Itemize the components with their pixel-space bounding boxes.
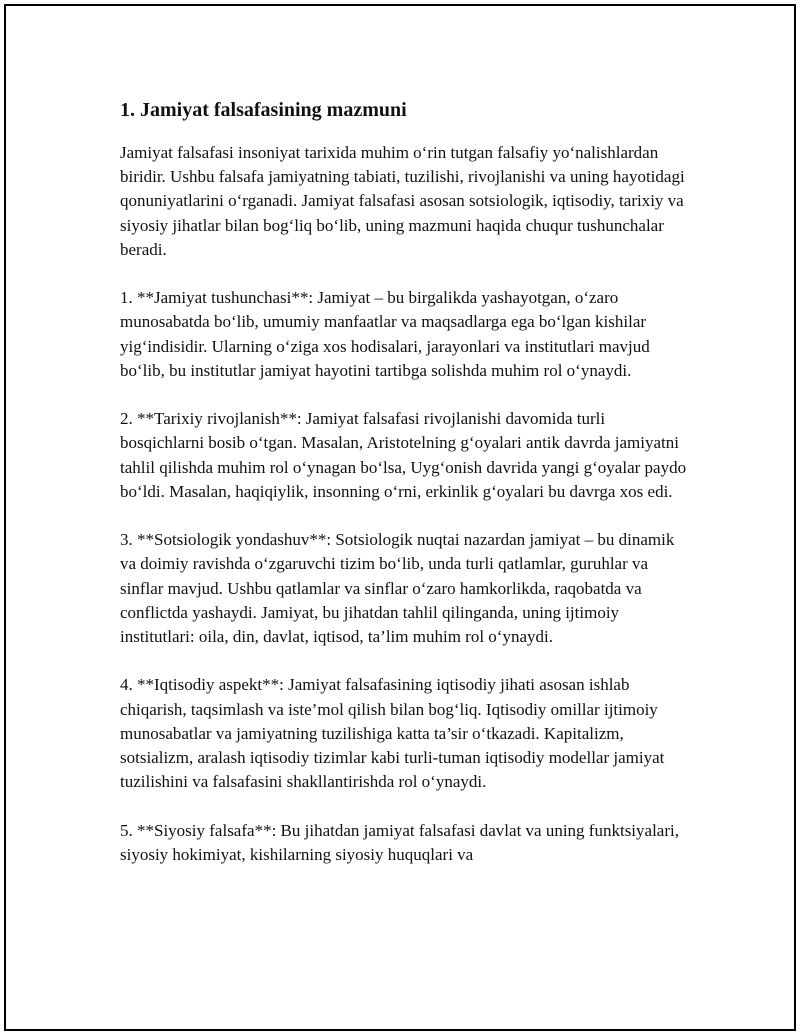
paragraph-tarixiy-rivojlanish: 2. **Tarixiy rivojlanish**: Jamiyat falsafasi rivojlanishi davomida turli bosqichlarni bosib o‘tgan. Masalan, Aristotelning g‘oyalari antik davrda jamiyatni tahlil qilishda muhim rol o‘ynagan bo‘lsa, Uyg‘onish davrida yangi g‘oyalar paydo bo‘ldi. Masalan, haqiqiylik, insonning o‘rni, erkinlik g‘oyalari bu davrga xos edi. <box>120 409 687 501</box>
paragraph-sotsiologik-yondashuv: 3. **Sotsiologik yondashuv**: Sotsiologik nuqtai nazardan jamiyat – bu dinamik va doimiy ravishda o‘zgaruvchi tizim bo‘lib, unda turli qatlamlar, guruhlar va sinflar mavjud. Ushbu qatlamlar va sinflar o‘zaro hamkorlikda, raqobatda va conflictda yashaydi. Jamiyat, bu jihatdan tahlil qilinganda, uning ijtimoiy institutlari: oila, din, davlat, iqtisod, ta’lim muhim rol o‘ynaydi. <box>120 530 675 647</box>
section-heading: 1. Jamiyat falsafasining mazmuni <box>120 99 407 121</box>
intro-paragraph: Jamiyat falsafasi insoniyat tarixida muhim o‘rin tutgan falsafiy yo‘nalishlardan biridir. Ushbu falsafa jamiyatning tabiati, tuzilishi, rivojlanishi va uning hayotidagi qonuniyatlarini o‘rganadi. Jamiyat falsafasi asosan sotsiologik, iqtisodiy, tarixiy va siyosiy jihatlar bilan bog‘liq bo‘lib, uning mazmuni haqida chuqur tushunchalar beradi. <box>120 143 685 259</box>
paragraph-siyosiy-falsafa: 5. **Siyosiy falsafa**: Bu jihatdan jamiyat falsafasi davlat va uning funktsiyalari, siyosiy hokimiyat, kishilarning siyosiy huquqlari va <box>120 820 679 864</box>
document-body <box>120 98 690 891</box>
paragraph-jamiyat-tushunchasi: 1. **Jamiyat tushunchasi**: Jamiyat – bu birgalikda yashayotgan, o‘zaro munosabatda bo‘lib, umumiy manfaatlar va maqsadlarga ega bo‘lgan kishilar yig‘indisidir. Ularning o‘ziga xos hodisalari, jarayonlari va institutlari mavjud bo‘lib, bu institutlar jamiyat hayotini tartibga solishda muhim rol o‘ynaydi. <box>120 288 650 380</box>
page-frame <box>4 4 796 1031</box>
paragraph-iqtisodiy-aspekt: 4. **Iqtisodiy aspekt**: Jamiyat falsafasining iqtisodiy jihati asosan ishlab chiqarish, taqsimlash va iste’mol qilish bilan bog‘liq. Iqtisodiy omillar ijtimoiy munosabatlar va jamiyatning tuzilishiga katta ta’sir o‘tkazadi. Kapitalizm, sotsializm, aralash iqtisodiy tizimlar kabi turli-tuman iqtisodiy modellar jamiyat tuzilishini va falsafasini shakllantirishda rol o‘ynaydi. <box>120 675 665 792</box>
